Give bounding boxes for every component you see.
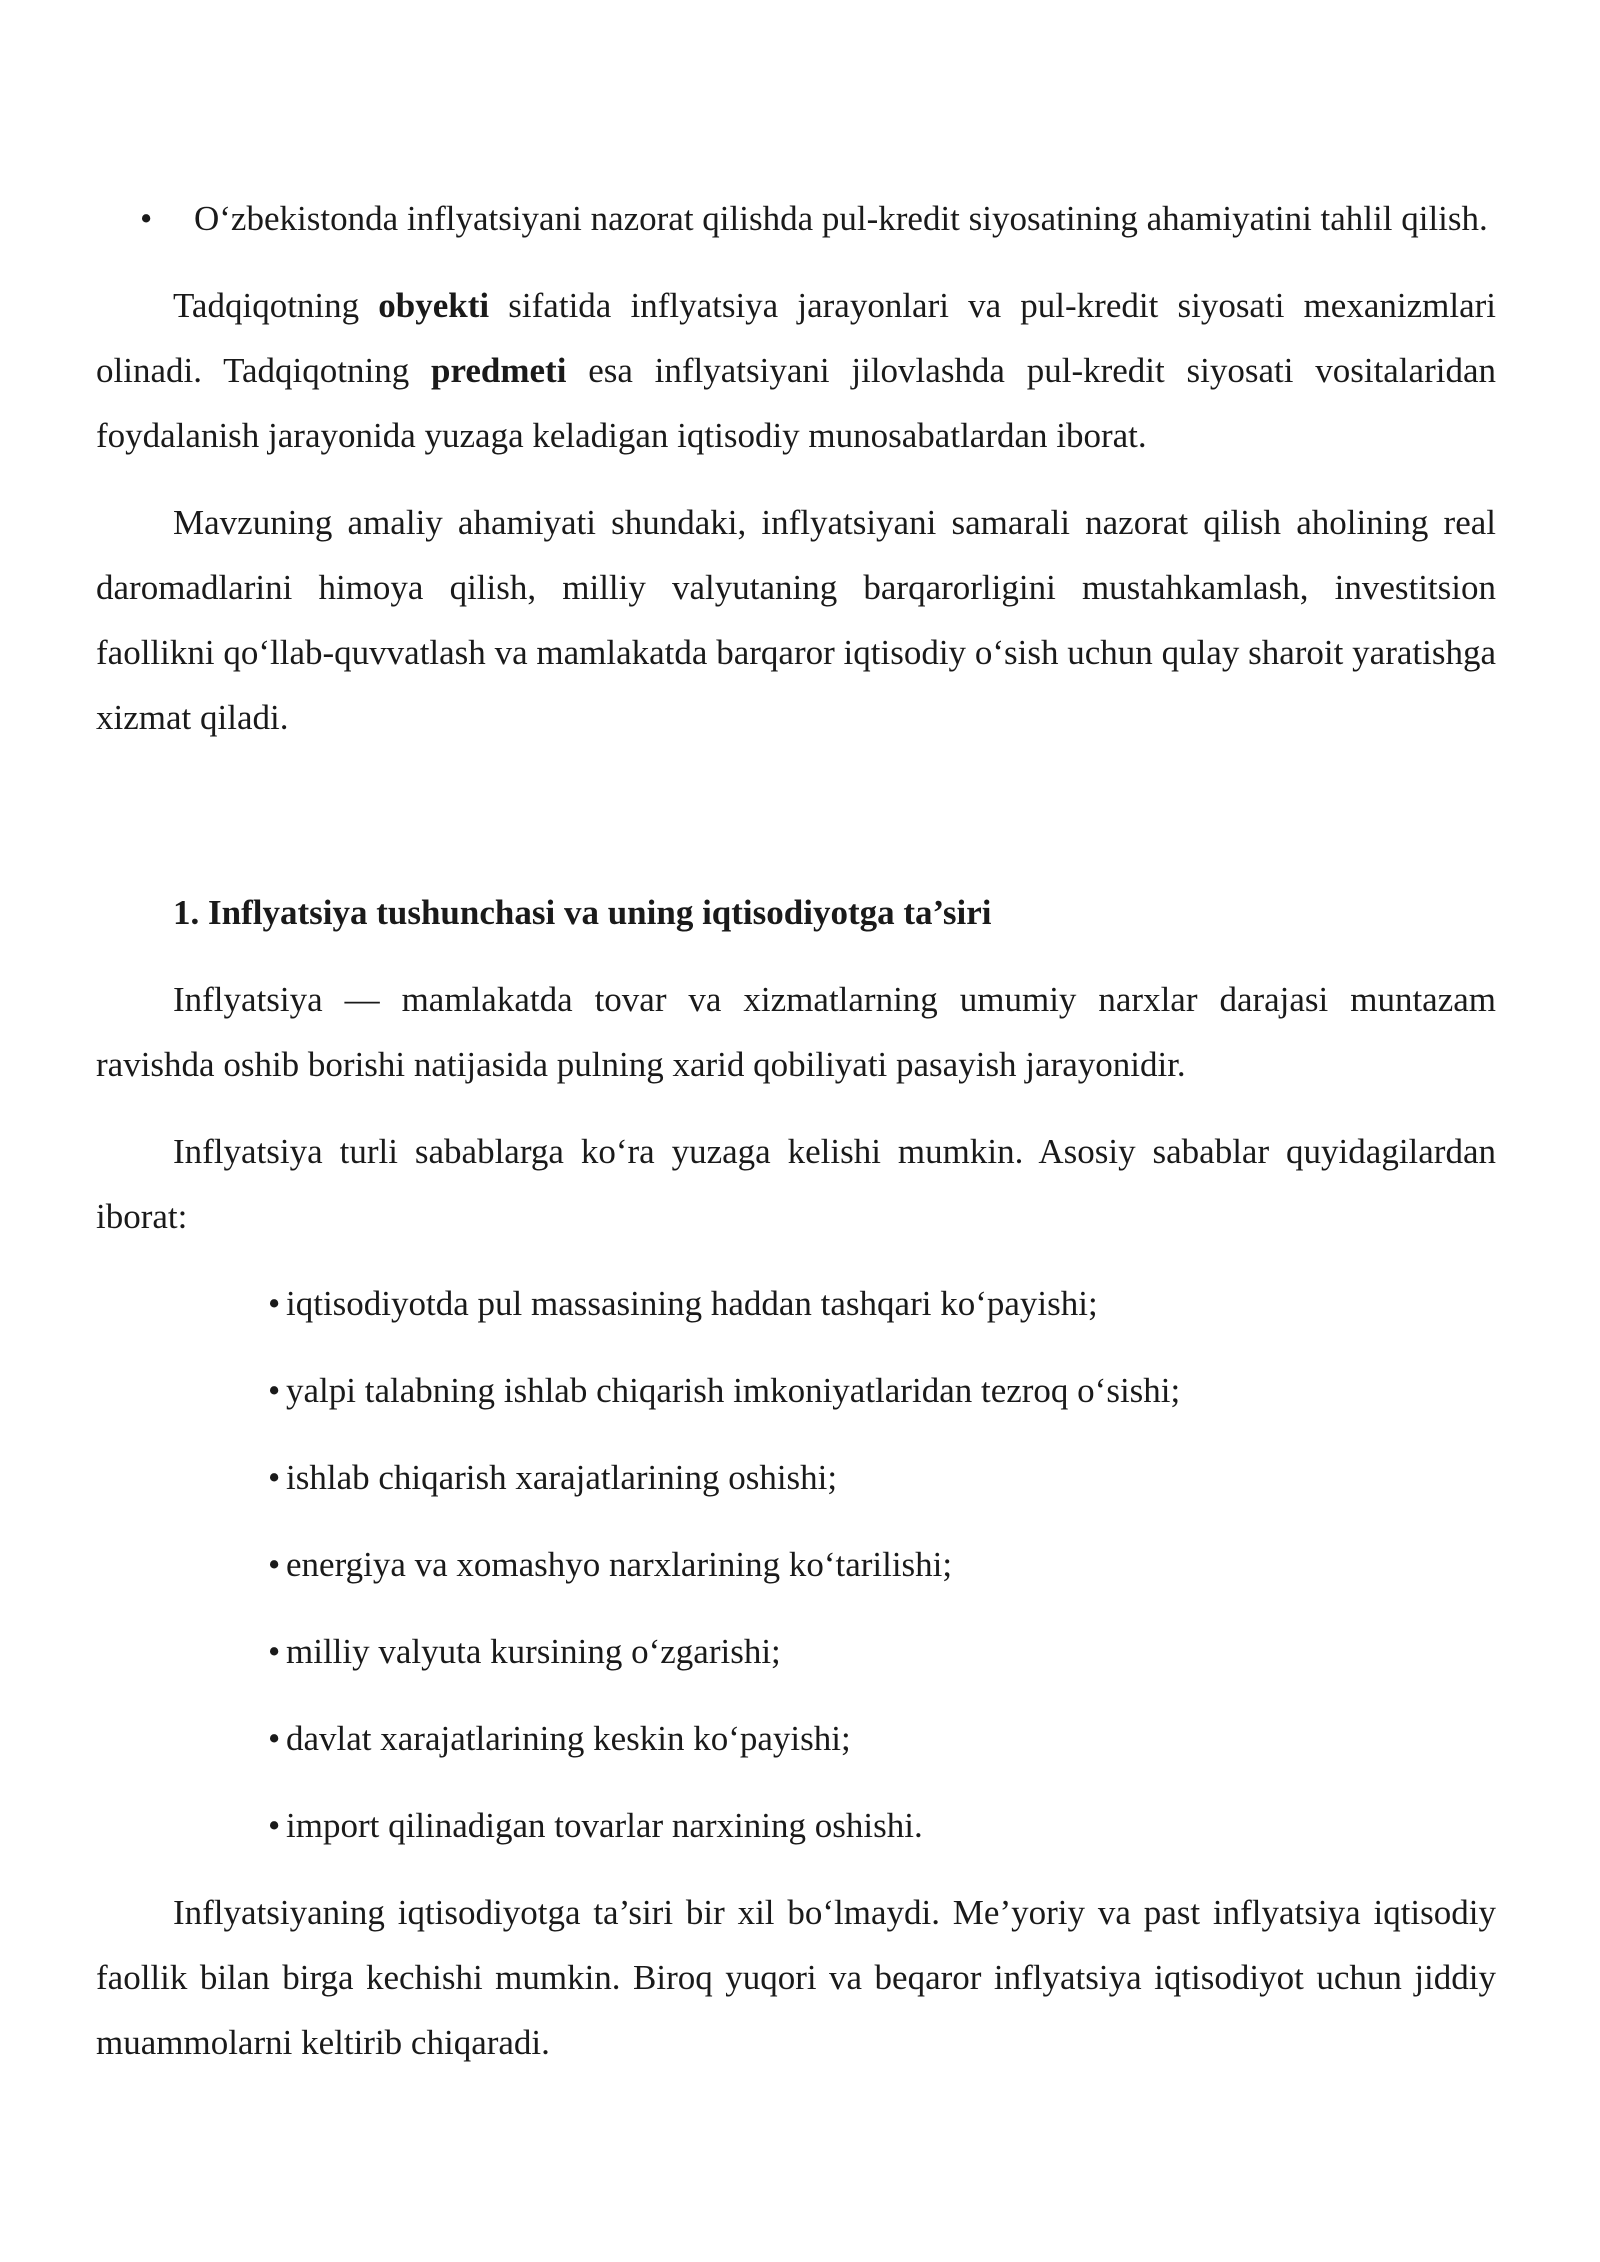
objective-text: O‘zbekistonda inflyatsiyani nazorat qilishda pul-kredit siyosatining ahamiyatini tahlil qilish. — [194, 199, 1488, 238]
list-item — [268, 1532, 1496, 1597]
document-page — [96, 186, 1496, 2075]
object-text-2: sifatida inflyatsiya jarayonlari va pul-kredit siyosati mexanizmlari olinadi. Tadqiqotning — [96, 286, 1496, 390]
list-item — [268, 1445, 1496, 1510]
cause-text: import qilinadigan tovarlar narxining oshishi. — [286, 1806, 923, 1845]
impact-paragraph: Inflyatsiyaning iqtisodiyotga ta’siri bir xil bo‘lmaydi. Me’yoriy va past inflyatsiya iqtisodiy faollik bilan birga kechishi mumkin. Biroq yuqori va beqaror inflyatsiya iqtisodiyot uchun jiddiy muammolarni keltirib chiqaradi. — [96, 1893, 1496, 2062]
object-subject-paragraph — [96, 273, 1496, 468]
bullet-marker: • — [268, 1545, 281, 1584]
inflation-definition-paragraph: Inflyatsiya — mamlakatda tovar va xizmatlarning umumiy narxlar darajasi muntazam ravishda oshib borishi natijasida pulning xarid qobiliyati pasayish jarayonidir. — [96, 980, 1496, 1084]
section-spacer — [96, 772, 1496, 880]
list-item — [268, 1271, 1496, 1336]
list-item — [268, 1619, 1496, 1684]
cause-text: iqtisodiyotda pul massasining haddan tashqari ko‘payishi; — [286, 1284, 1098, 1323]
cause-text: energiya va xomashyo narxlarining ko‘tarilishi; — [286, 1545, 953, 1584]
subject-term: predmeti — [431, 351, 567, 390]
bullet-marker: • — [268, 1806, 281, 1845]
object-text-1: Tadqiqotning — [173, 286, 379, 325]
objective-bullet — [96, 186, 1496, 251]
object-text-3: esa inflyatsiyani jilovlashda pul-kredit siyosati vositalaridan foydalanish jarayonida yuzaga keladigan iqtisodiy munosabatlardan iborat. — [96, 351, 1497, 455]
practical-significance-paragraph: Mavzuning amaliy ahamiyati shundaki, inflyatsiyani samarali nazorat qilish aholining real daromadlarini himoya qilish, milliy valyutaning barqarorligini mustahkamlash, investitsion faollikni qo‘llab-quvvatlash va mamlakatda barqaror iqtisodiy o‘sish uchun qulay sharoit yaratishga xizmat qiladi. — [96, 503, 1496, 737]
list-item — [268, 1358, 1496, 1423]
cause-text: milliy valyuta kursining o‘zgarishi; — [286, 1632, 781, 1671]
bullet-marker: • — [268, 1371, 281, 1410]
bullet-marker: • — [268, 1632, 281, 1671]
bullet-marker: • — [268, 1719, 281, 1758]
cause-text: yalpi talabning ishlab chiqarish imkoniyatlaridan tezroq o‘sishi; — [286, 1371, 1181, 1410]
cause-text: davlat xarajatlarining keskin ko‘payishi; — [286, 1719, 851, 1758]
section-heading: 1. Inflyatsiya tushunchasi va uning iqtisodiyotga ta’siri — [173, 893, 992, 932]
causes-intro-paragraph: Inflyatsiya turli sabablarga ko‘ra yuzaga kelishi mumkin. Asosiy sabablar quyidagilardan iborat: — [96, 1132, 1496, 1236]
bullet-marker: • — [268, 1458, 281, 1497]
bullet-marker: • — [140, 199, 153, 238]
causes-list — [96, 1271, 1496, 1858]
list-item — [268, 1793, 1496, 1858]
list-item — [268, 1706, 1496, 1771]
object-term: obyekti — [378, 286, 490, 325]
cause-text: ishlab chiqarish xarajatlarining oshishi; — [286, 1458, 838, 1497]
bullet-marker: • — [268, 1284, 281, 1323]
